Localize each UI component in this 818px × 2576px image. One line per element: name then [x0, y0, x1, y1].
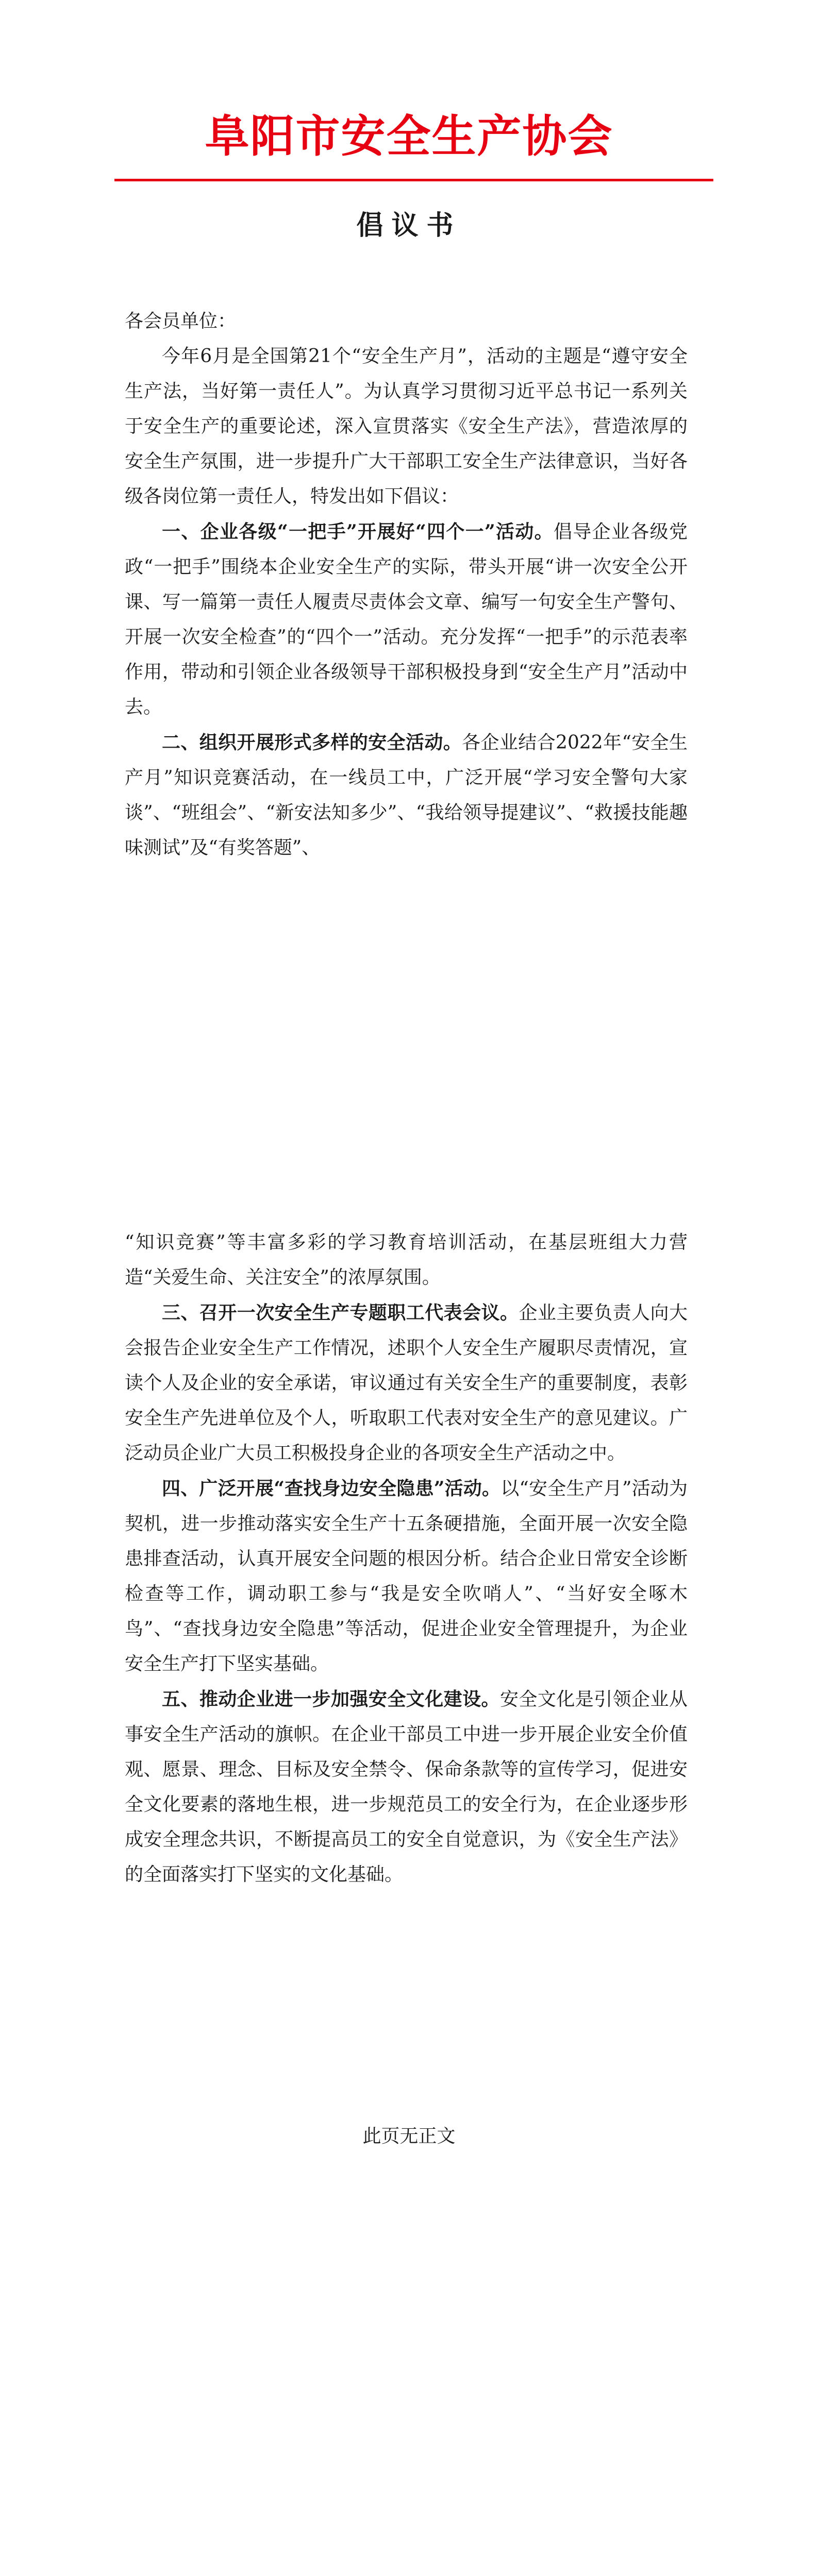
item-1-body: 倡导企业各级党政“一把手”围绕本企业安全生产的实际，带头开展“讲一次安全公开课、写一篇第一责任人履责尽责体会文章、编写一句安全生产警句、开展一次安全检查”的“四个一”活动。充分发挥“一把手”的示范表率作用，带动和引领企业各级领导干部积极投身到“安全生产月”活动中去。 [125, 521, 688, 718]
item-5-heading: 五、推动企业进一步加强安全文化建设。 [162, 1688, 500, 1710]
document-body-part2 [125, 1225, 688, 1892]
item-4-heading: 四、广泛开展“查找身边安全隐患”活动。 [162, 1478, 501, 1499]
org-header-title: 阜阳市安全生产协会 [205, 111, 613, 162]
no-text-note: 此页无正文 [362, 2126, 456, 2147]
header-divider [114, 179, 713, 181]
item-3-body: 企业主要负责人向大会报告企业安全生产工作情况，述职个人安全生产履职尽责情况，宣读个人及企业的安全承诺，审议通过有关安全生产的重要制度，表彰安全生产先进单位及个人，听取职工代表对安全生产的意见建议。广泛动员企业广大员工积极投身企业的各项安全生产活动之中。 [125, 1302, 688, 1464]
item-2-body-part1: 各企业结合2022年“安全生产月”知识竞赛活动，在一线员工中，广泛开展“学习安全警句大家谈”、“班组会”、“新安法知多少”、“我给领导提建议”、“救援技能趣味测试”及“有奖答题”、 [125, 732, 688, 858]
item-5-body: 安全文化是引领企业从事安全生产活动的旗帜。在企业干部员工中进一步开展企业安全价值观、愿景、理念、目标及安全禁令、保命条款等的宣传学习，促进安全文化要素的落地生根，进一步规范员工的安全行为，在企业逐步形成安全理念共识，不断提高员工的安全自觉意识，为《安全生产法》的全面落实打下坚实的文化基础。 [125, 1689, 688, 1885]
item-2-continuation: “知识竞赛”等丰富多彩的学习教育培训活动，在基层班组大力营造“关爱生命、关注安全”的浓厚氛围。 [125, 1232, 688, 1288]
item-1-heading: 一、企业各级“一把手”开展好“四个一”活动。 [162, 521, 554, 543]
item-4 [125, 1471, 688, 1682]
intro-paragraph: 今年6月是全国第21个“安全生产月”，活动的主题是“遵守安全生产法，当好第一责任人”。为认真学习贯彻习近平总书记一系列关于安全生产的重要论述，深入宣贯落实《安全生产法》，营造浓厚的安全生产氛围，进一步提升广大干部职工安全生产法律意识，当好各级各岗位第一责任人，特发出如下倡议： [125, 346, 688, 507]
item-5 [125, 1682, 688, 1892]
item-4-body: 以“安全生产月”活动为契机，进一步推动落实安全生产十五条硬措施，全面开展一次安全隐患排查活动，认真开展安全问题的根因分析。结合企业日常安全诊断检查等工作，调动职工参与“我是安全吹哨人”、“当好安全啄木鸟”、“查找身边安全隐患”等活动，促进企业安全管理提升，为企业安全生产打下坚实基础。 [125, 1478, 688, 1674]
item-1 [125, 514, 688, 725]
item-3 [125, 1295, 688, 1471]
document-title: 倡议书 [356, 210, 462, 241]
document-body-part1 [125, 304, 688, 866]
item-3-heading: 三、召开一次安全生产专题职工代表会议。 [162, 1302, 519, 1324]
greeting: 各会员单位： [125, 311, 237, 332]
item-2-heading: 二、组织开展形式多样的安全活动。 [162, 732, 462, 753]
item-2 [125, 725, 688, 866]
